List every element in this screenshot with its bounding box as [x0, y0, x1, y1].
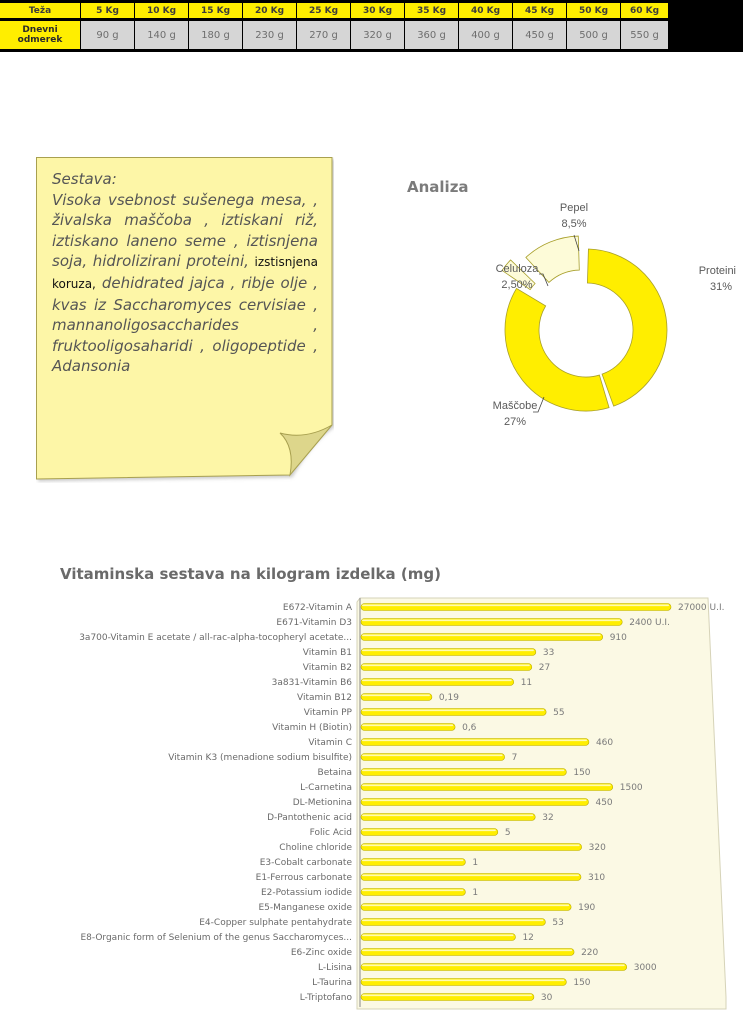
vitamin-chart-title: Vitaminska sestava na kilogram izdelka (mg) [60, 565, 441, 583]
category-label: Vitamin H (Biotin) [272, 723, 352, 733]
bar-highlight [362, 665, 530, 667]
category-label: L-Triptofano [299, 993, 352, 1003]
composition-heading: Sestava: [52, 170, 117, 188]
bar-highlight [362, 785, 611, 787]
value-label: 320 [588, 843, 606, 853]
feeding-table [0, 0, 743, 52]
weight-cell: 60 Kg [621, 3, 668, 18]
weight-cell: 50 Kg [567, 3, 620, 18]
value-label: 450 [595, 798, 613, 808]
value-label: 3000 [633, 963, 657, 973]
value-label: 27 [538, 663, 551, 673]
bar-highlight [362, 650, 534, 652]
weight-cell: 30 Kg [351, 3, 404, 18]
vitamin-bar-chart [0, 590, 743, 1020]
donut-label-name: Pepel [559, 202, 589, 214]
category-label: 3a831-Vitamin B6 [271, 678, 352, 688]
category-label: D-Pantothenic acid [267, 813, 352, 823]
composition-text-a: Visoka vsebnost sušenega mesa, , živalska maščoba , iztiskani riž, iztiskano laneno seme , iztisnjena soja, hidrolizirani proteini, [52, 190, 318, 271]
analysis-title: Analiza [407, 178, 469, 196]
category-label: Betaina [317, 768, 352, 778]
bar-highlight [362, 770, 564, 772]
bar-highlight [362, 710, 544, 712]
category-label: E4-Copper sulphate pentahydrate [199, 918, 352, 928]
value-label: 910 [609, 633, 627, 643]
value-label: 5 [504, 828, 511, 838]
category-label: Choline chloride [279, 843, 352, 853]
category-label: E2-Potassium iodide [261, 888, 352, 898]
value-label: 150 [573, 978, 591, 988]
category-label: Vitamin B12 [297, 693, 352, 703]
donut-label-name: Maščobe [492, 400, 538, 412]
category-label: L-Lisina [317, 963, 352, 973]
composition-note [36, 157, 334, 483]
value-label: 33 [542, 648, 555, 658]
category-label: DL-Metionina [292, 798, 352, 808]
category-label: L-Carnetina [300, 783, 352, 793]
value-label: 11 [520, 678, 533, 688]
value-label: 1500 [619, 783, 643, 793]
portion-header: Dnevni odmerek [0, 21, 80, 49]
category-label: Vitamin C [308, 738, 352, 748]
portion-cell: 90 g [81, 21, 134, 49]
weight-cell: 25 Kg [297, 3, 350, 18]
portion-cell: 270 g [297, 21, 350, 49]
bar-highlight [362, 860, 463, 862]
weight-cell: 10 Kg [135, 3, 188, 18]
value-label: 1 [472, 858, 479, 868]
category-label: Vitamin K3 (menadione sodium bisulfite) [168, 753, 352, 763]
bar-highlight [362, 695, 430, 697]
portion-cell: 400 g [459, 21, 512, 49]
category-label: E5-Manganese oxide [258, 903, 352, 913]
value-label: 1 [472, 888, 479, 898]
category-label: 3a700-Vitamin E acetate / all-rac-alpha-tocopheryl acetate... [79, 633, 352, 643]
weight-cell: 35 Kg [405, 3, 458, 18]
portion-cell: 320 g [351, 21, 404, 49]
weight-cell: 20 Kg [243, 3, 296, 18]
bar-highlight [362, 635, 601, 637]
category-label: Vitamin PP [303, 708, 352, 718]
portion-cell: 180 g [189, 21, 242, 49]
donut-slice-4 [526, 236, 579, 282]
bar-highlight [362, 605, 669, 607]
bar-highlight [362, 740, 587, 742]
value-label: 220 [581, 948, 599, 958]
bar-highlight [362, 800, 586, 802]
bar-highlight [362, 980, 564, 982]
donut-label-value: 8,5% [561, 218, 587, 230]
weight-header: Teža [0, 3, 80, 18]
donut-slice-2 [505, 288, 609, 411]
donut-label-name: Proteini [698, 265, 736, 277]
portion-cell: 140 g [135, 21, 188, 49]
category-label: Folic Acid [309, 828, 352, 838]
donut-label-name: Celuloza [495, 263, 539, 275]
value-label: 27000 U.I. [678, 603, 725, 613]
weight-cell: 15 Kg [189, 3, 242, 18]
composition-text-b: izstisnjena koruza, [52, 255, 318, 291]
bar-highlight [362, 920, 543, 922]
bar-highlight [362, 950, 572, 952]
value-label: 460 [595, 738, 614, 748]
bar-highlight [362, 830, 496, 832]
composition-text [52, 169, 318, 377]
bar-highlight [362, 845, 580, 847]
category-label: E1-Ferrous carbonate [255, 873, 352, 883]
value-label: 0,19 [438, 693, 459, 703]
value-label: 30 [540, 993, 553, 1003]
category-label: E671-Vitamin D3 [276, 618, 352, 628]
donut-label-value: 27% [503, 416, 527, 428]
bar-highlight [362, 755, 503, 757]
value-label: 190 [578, 903, 596, 913]
bar-highlight [362, 965, 625, 967]
value-label: 150 [573, 768, 591, 778]
portion-cell: 450 g [513, 21, 566, 49]
value-label: 12 [522, 933, 534, 943]
value-label: 53 [552, 918, 564, 928]
donut-label-value: 2,50% [501, 279, 533, 291]
value-label: 32 [542, 813, 554, 823]
composition-text-c: dehidrated jajca , ribje olje , kvas iz Saccharomyces cervisiae , mannanoligosaccharides , fruktooligosaharidi , oligopeptide , Adansonia [52, 273, 318, 376]
value-label: 310 [587, 873, 606, 883]
bar-highlight [362, 875, 579, 877]
portion-cell: 550 g [621, 21, 668, 49]
category-label: E3-Cobalt carbonate [259, 858, 352, 868]
bar-highlight [362, 935, 513, 937]
weight-cell: 40 Kg [459, 3, 512, 18]
portion-row [0, 21, 743, 49]
bar-highlight [362, 680, 512, 682]
bar-highlight [362, 620, 620, 622]
value-label: 2400 U.I. [629, 618, 670, 628]
value-label: 55 [553, 708, 565, 718]
analysis-donut-chart [440, 195, 740, 445]
bar-highlight [362, 995, 532, 997]
category-label: E8-Organic form of Selenium of the genus Saccharomyces... [80, 933, 352, 943]
portion-cell: 500 g [567, 21, 620, 49]
weight-cell: 5 Kg [81, 3, 134, 18]
category-label: E6-Zinc oxide [290, 948, 352, 958]
category-label: Vitamin B2 [302, 663, 352, 673]
bar-highlight [362, 725, 453, 727]
portion-cell: 230 g [243, 21, 296, 49]
portion-cell: 360 g [405, 21, 458, 49]
value-label: 7 [511, 753, 518, 763]
category-label: L-Taurina [312, 978, 352, 988]
weight-cell: 45 Kg [513, 3, 566, 18]
bar-highlight [362, 815, 533, 817]
weight-row [0, 3, 743, 18]
bar-highlight [362, 890, 463, 892]
bar-highlight [362, 905, 569, 907]
value-label: 0,6 [462, 723, 477, 733]
donut-label-value: 31% [709, 281, 732, 293]
category-label: Vitamin B1 [302, 648, 352, 658]
category-label: E672-Vitamin A [282, 603, 352, 613]
